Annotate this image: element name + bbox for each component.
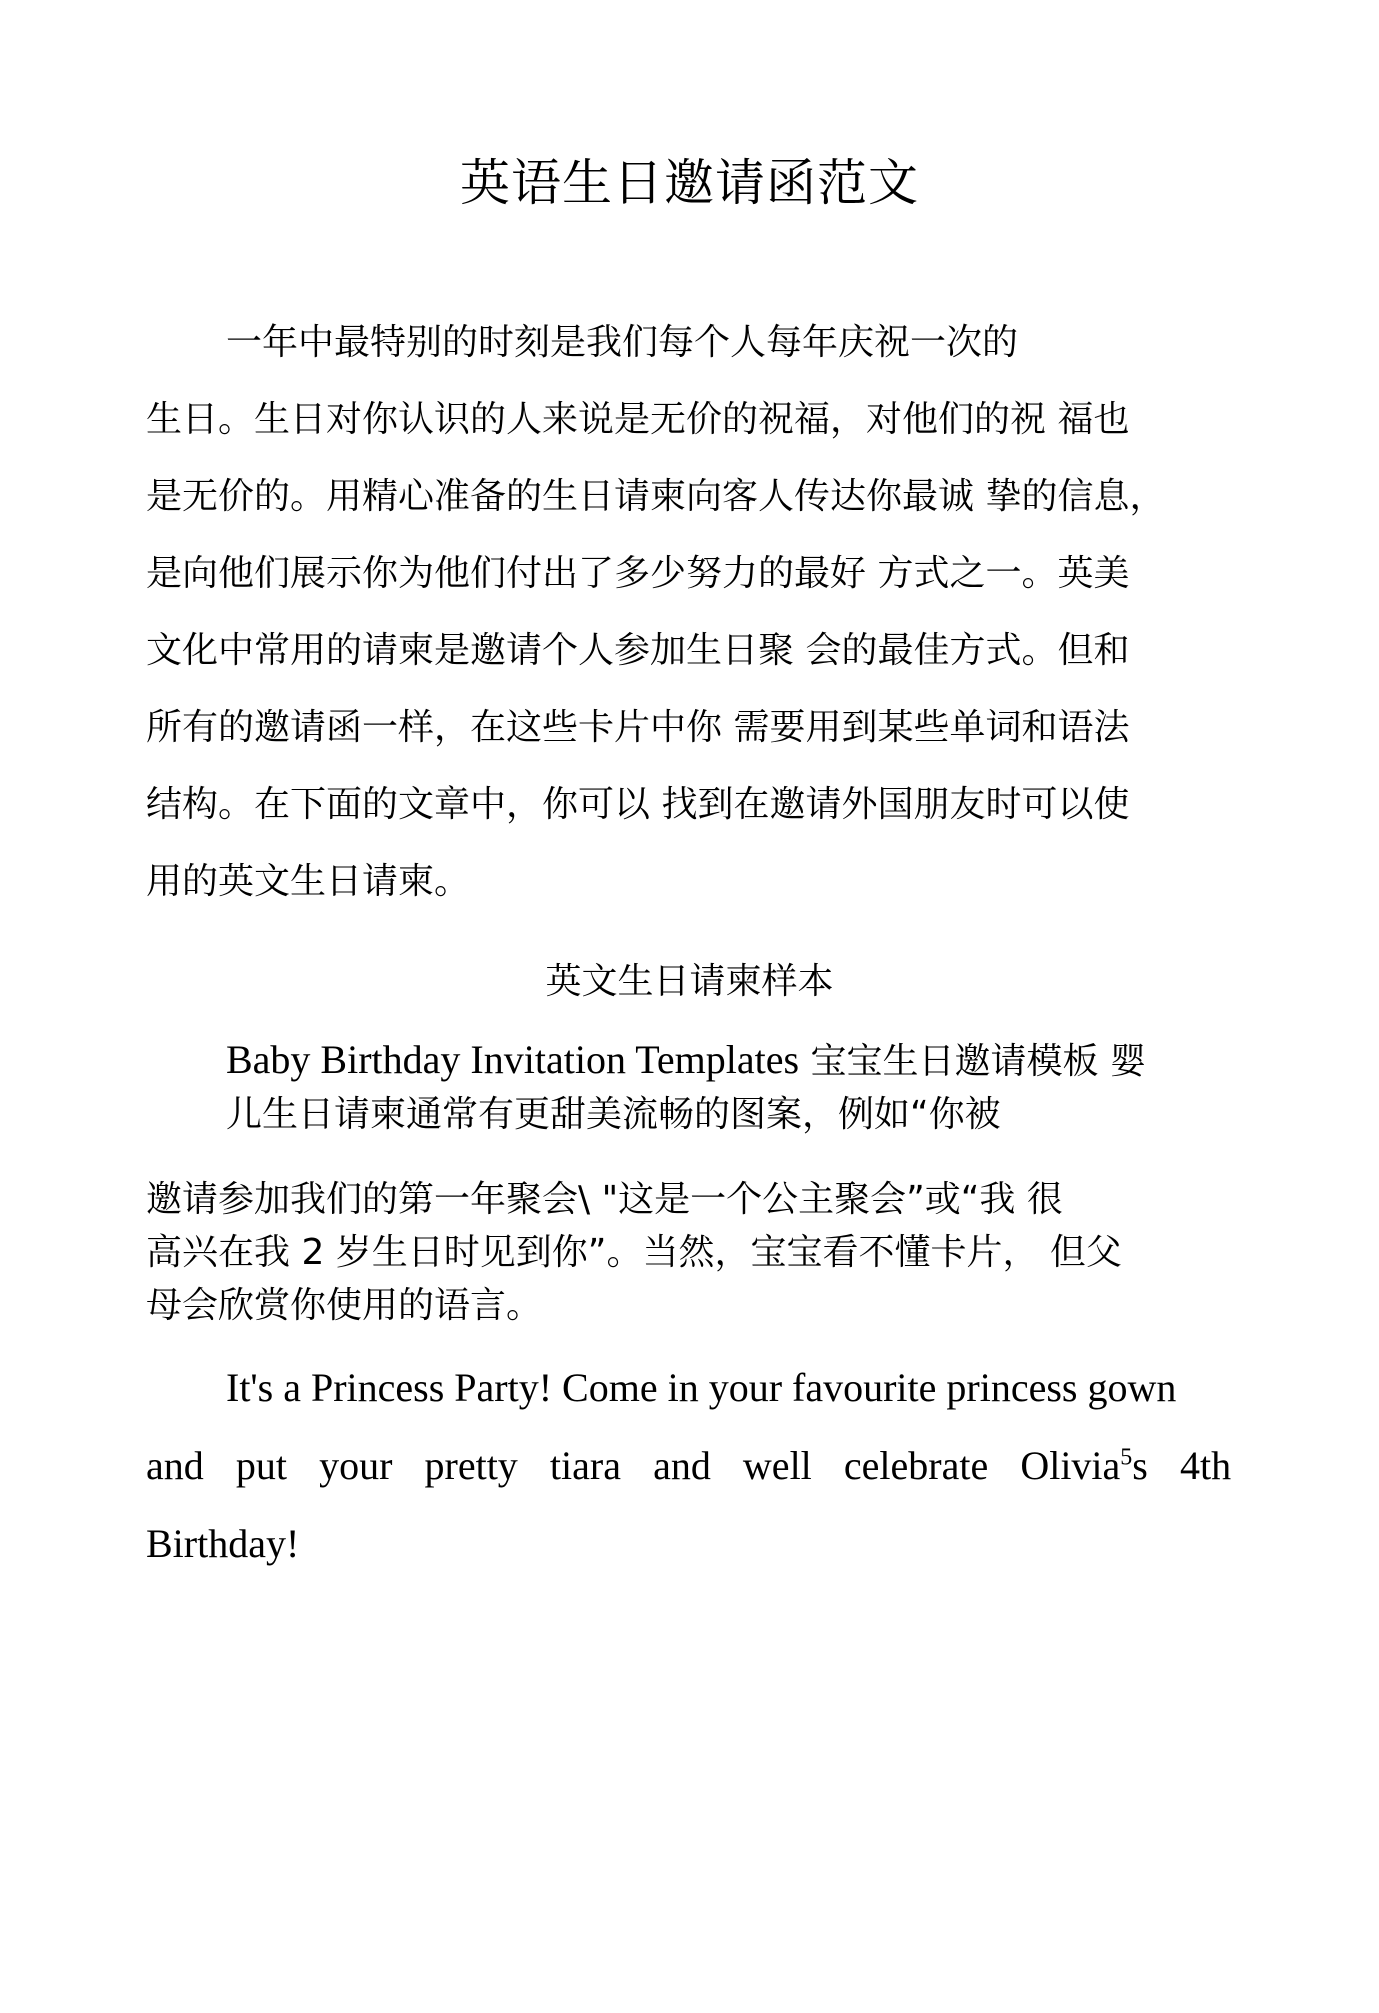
intro-line-2: 生日。生日对你认识的人来说是无价的祝福，对他们的祝 福也	[146, 399, 1130, 440]
princess-word: tiara	[549, 1443, 621, 1488]
princess-word: and	[653, 1443, 711, 1488]
baby-line-2: 儿生日请柬通常有更甜美流畅的图案，例如“你被	[226, 1094, 1001, 1135]
princess-word: well	[742, 1443, 812, 1488]
princess-word: celebrate	[843, 1443, 989, 1488]
page-title: 英语生日邀请函范文	[460, 154, 919, 212]
section-heading: 英文生日请柬样本	[545, 961, 834, 1002]
baby-line-1	[226, 1035, 1146, 1087]
baby-line-1-zh: 宝宝生日邀请模板 婴	[799, 1041, 1146, 1082]
princess-name-word	[1020, 1441, 1148, 1491]
princess-word: put	[235, 1443, 287, 1488]
princess-word: pretty	[424, 1443, 518, 1488]
intro-line-5: 文化中常用的请柬是邀请个人参加生日聚 会的最佳方式。但和	[146, 630, 1130, 671]
princess-name: Olivia	[1020, 1443, 1121, 1488]
princess-line-2	[146, 1441, 1231, 1491]
princess-name-tail: s	[1132, 1443, 1148, 1488]
intro-line-7: 结构。在下面的文章中，你可以 找到在邀请外国朋友时可以使	[146, 784, 1130, 825]
intro-line-4: 是向他们展示你为他们付出了多少努力的最好 方式之一。英美	[146, 553, 1130, 594]
princess-name-superscript: 5	[1120, 1444, 1133, 1471]
princess-word: 4th	[1179, 1443, 1232, 1488]
princess-line-3: Birthday!	[146, 1521, 300, 1566]
intro-line-8: 用的英文生日请柬。	[146, 861, 471, 902]
baby-line-1-en: Baby Birthday Invitation Templates	[226, 1037, 800, 1082]
princess-line-1: It's a Princess Party! Come in your favourite princess gown	[226, 1365, 1177, 1410]
princess-word: your	[319, 1443, 393, 1488]
baby-line-3: 邀请参加我们的第一年聚会\ "这是一个公主聚会”或“我 很	[146, 1179, 1063, 1220]
intro-line-1: 一年中最特别的时刻是我们每个人每年庆祝一次的	[226, 322, 1019, 363]
baby-line-4: 高兴在我 2 岁生日时见到你”。当然，宝宝看不懂卡片， 但父	[146, 1232, 1122, 1273]
intro-line-6: 所有的邀请函一样，在这些卡片中你 需要用到某些单词和语法	[146, 707, 1130, 748]
princess-word: and	[146, 1443, 204, 1488]
baby-line-5: 母会欣赏你使用的语言。	[146, 1285, 543, 1326]
intro-line-3: 是无价的。用精心准备的生日请柬向客人传达你最诚 挚的信息，	[146, 476, 1166, 517]
